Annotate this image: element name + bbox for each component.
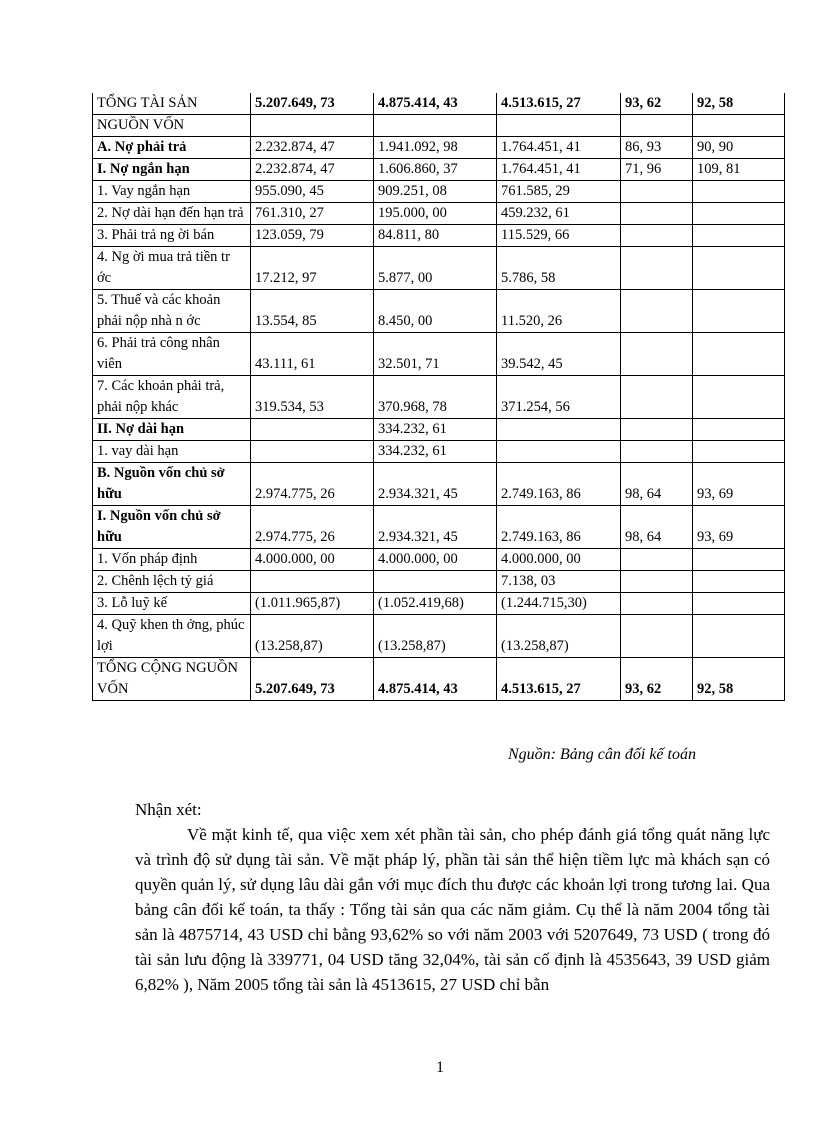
ratio-2004-2003-cell [621,376,693,419]
ratio-2004-2003-cell [621,225,693,247]
ratio-2004-2003-cell: 98, 64 [621,506,693,549]
table-row [93,593,785,615]
ratio-2005-2004-cell: 92, 58 [693,658,785,701]
ratio-2004-2003-cell [621,333,693,376]
value-2004-cell: 2.934.321, 45 [374,463,497,506]
value-2004-cell: 32.501, 71 [374,333,497,376]
value-2005-cell: 1.764.451, 41 [497,137,621,159]
row-label-cell: 4. Ng ời mua trả tiền tr ớc [93,247,251,290]
value-2004-cell: 4.875.414, 43 [374,93,497,115]
row-label-cell: 1. vay dài hạn [93,441,251,463]
value-2003-cell: 2.974.775, 26 [251,506,374,549]
ratio-2005-2004-cell [693,225,785,247]
row-label-cell: I. Nguồn vốn chủ sở hữu [93,506,251,549]
value-2003-cell: 955.090, 45 [251,181,374,203]
row-label-cell: 6. Phải trả công nhân viên [93,333,251,376]
value-2005-cell [497,115,621,137]
value-2005-cell [497,441,621,463]
value-2004-cell: 8.450, 00 [374,290,497,333]
table-row [93,93,785,115]
ratio-2004-2003-cell [621,571,693,593]
table-row [93,247,785,290]
row-label-cell: I. Nợ ngắn hạn [93,159,251,181]
table-row [93,181,785,203]
value-2003-cell: 761.310, 27 [251,203,374,225]
ratio-2005-2004-cell: 92, 58 [693,93,785,115]
ratio-2004-2003-cell: 71, 96 [621,159,693,181]
value-2004-cell: 909.251, 08 [374,181,497,203]
value-2003-cell [251,571,374,593]
table-row [93,615,785,658]
value-2005-cell: 115.529, 66 [497,225,621,247]
value-2004-cell: 5.877, 00 [374,247,497,290]
value-2004-cell: 84.811, 80 [374,225,497,247]
value-2005-cell [497,419,621,441]
value-2003-cell: 5.207.649, 73 [251,658,374,701]
ratio-2005-2004-cell [693,333,785,376]
table-row [93,571,785,593]
row-label-cell: 3. Phải trả ng ời bán [93,225,251,247]
value-2004-cell: (13.258,87) [374,615,497,658]
value-2005-cell: (1.244.715,30) [497,593,621,615]
ratio-2004-2003-cell: 98, 64 [621,463,693,506]
row-label-cell: 2. Nợ dài hạn đến hạn trả [93,203,251,225]
table-row [93,506,785,549]
row-label-cell: 1. Vay ngắn hạn [93,181,251,203]
ratio-2004-2003-cell [621,549,693,571]
ratio-2005-2004-cell: 93, 69 [693,506,785,549]
table-row [93,419,785,441]
row-label-cell: 4. Quỹ khen th ởng, phúc lợi [93,615,251,658]
ratio-2004-2003-cell [621,181,693,203]
table-row [93,549,785,571]
ratio-2005-2004-cell [693,593,785,615]
value-2003-cell: 2.974.775, 26 [251,463,374,506]
row-label-cell: TỔNG TÀI SẢN [93,93,251,115]
ratio-2004-2003-cell [621,419,693,441]
value-2004-cell: 370.968, 78 [374,376,497,419]
value-2003-cell: 2.232.874, 47 [251,159,374,181]
ratio-2005-2004-cell [693,247,785,290]
ratio-2005-2004-cell [693,290,785,333]
value-2005-cell: 371.254, 56 [497,376,621,419]
row-label-cell: II. Nợ dài hạn [93,419,251,441]
value-2004-cell: 4.875.414, 43 [374,658,497,701]
value-2004-cell [374,571,497,593]
value-2003-cell: 13.554, 85 [251,290,374,333]
value-2005-cell: 459.232, 61 [497,203,621,225]
value-2005-cell: 39.542, 45 [497,333,621,376]
table-row [93,203,785,225]
table-source-note: Nguồn: Bảng cân đối kế toán [508,746,696,763]
value-2004-cell: 2.934.321, 45 [374,506,497,549]
ratio-2005-2004-cell: 109, 81 [693,159,785,181]
table-row [93,225,785,247]
value-2003-cell [251,419,374,441]
row-label-cell: 7. Các khoản phải trả, phải nộp khác [93,376,251,419]
table-row [93,463,785,506]
ratio-2004-2003-cell [621,593,693,615]
row-label-cell: 2. Chênh lệch tỷ giá [93,571,251,593]
value-2003-cell: 123.059, 79 [251,225,374,247]
value-2005-cell: 2.749.163, 86 [497,506,621,549]
value-2003-cell: 43.111, 61 [251,333,374,376]
value-2004-cell: (1.052.419,68) [374,593,497,615]
value-2004-cell: 4.000.000, 00 [374,549,497,571]
value-2003-cell [251,115,374,137]
ratio-2004-2003-cell [621,203,693,225]
value-2005-cell: 761.585, 29 [497,181,621,203]
ratio-2005-2004-cell: 90, 90 [693,137,785,159]
value-2003-cell: 319.534, 53 [251,376,374,419]
value-2005-cell: 2.749.163, 86 [497,463,621,506]
row-label-cell: TỔNG CỘNG NGUỒN VỐN [93,658,251,701]
value-2003-cell: 17.212, 97 [251,247,374,290]
value-2004-cell: 1.941.092, 98 [374,137,497,159]
ratio-2004-2003-cell: 93, 62 [621,658,693,701]
value-2004-cell: 195.000, 00 [374,203,497,225]
value-2004-cell: 1.606.860, 37 [374,159,497,181]
row-label-cell: 3. Lỗ luỹ kế [93,593,251,615]
row-label-cell: B. Nguồn vốn chủ sở hữu [93,463,251,506]
ratio-2005-2004-cell [693,419,785,441]
value-2004-cell [374,115,497,137]
ratio-2005-2004-cell [693,203,785,225]
value-2003-cell: 2.232.874, 47 [251,137,374,159]
row-label-cell: 1. Vốn pháp định [93,549,251,571]
ratio-2004-2003-cell: 86, 93 [621,137,693,159]
ratio-2005-2004-cell [693,549,785,571]
value-2005-cell: 5.786, 58 [497,247,621,290]
table-row [93,290,785,333]
value-2003-cell: (13.258,87) [251,615,374,658]
value-2005-cell: 7.138, 03 [497,571,621,593]
value-2004-cell: 334.232, 61 [374,419,497,441]
value-2003-cell: 5.207.649, 73 [251,93,374,115]
ratio-2004-2003-cell [621,615,693,658]
ratio-2005-2004-cell: 93, 69 [693,463,785,506]
table-row [93,333,785,376]
page-number: 1 [436,1059,444,1076]
row-label-cell: NGUỒN VỐN [93,115,251,137]
ratio-2004-2003-cell: 93, 62 [621,93,693,115]
ratio-2005-2004-cell [693,115,785,137]
table-row [93,115,785,137]
value-2005-cell: (13.258,87) [497,615,621,658]
table-row [93,376,785,419]
table-row [93,441,785,463]
remarks-paragraph: Về mặt kinh tế, qua việc xem xét phần tài sản, cho phép đánh giá tổng quát năng lực và trình độ sử dụng tài sản. Về mặt pháp lý, phần tài sản thể hiện tiềm lực mà khách sạn có quyền quản lý, sử dụng lâu dài gắn với mục đích thu được các khoản lợi trong tương lai. Qua bảng cân đối kế toán, ta thấy : Tổng tài sản qua các năm giảm. Cụ thể là năm 2004 tổng tài sản là 4875714, 43 USD chỉ bằng 93,62% so với năm 2003 với 5207649, 73 USD ( trong đó tài sản lưu động là 339771, 04 USD tăng 32,04%, tài sản cố định là 4535643, 39 USD giảm 6,82% ), Năm 2005 tổng tài sản là 4513615, 27 USD chỉ bằn [135,825,770,994]
table-row [93,658,785,701]
ratio-2004-2003-cell [621,290,693,333]
ratio-2004-2003-cell [621,115,693,137]
value-2005-cell: 1.764.451, 41 [497,159,621,181]
balance-sheet-table [92,93,785,701]
table-row [93,137,785,159]
value-2003-cell [251,441,374,463]
value-2004-cell: 334.232, 61 [374,441,497,463]
value-2005-cell: 4.000.000, 00 [497,549,621,571]
ratio-2005-2004-cell [693,181,785,203]
ratio-2005-2004-cell [693,615,785,658]
value-2005-cell: 4.513.615, 27 [497,658,621,701]
remarks-title: Nhận xét: [135,800,202,819]
table-row [93,159,785,181]
row-label-cell: 5. Thuế và các khoản phải nộp nhà n ớc [93,290,251,333]
ratio-2005-2004-cell [693,441,785,463]
value-2005-cell: 4.513.615, 27 [497,93,621,115]
value-2003-cell: (1.011.965,87) [251,593,374,615]
ratio-2004-2003-cell [621,441,693,463]
ratio-2004-2003-cell [621,247,693,290]
value-2003-cell: 4.000.000, 00 [251,549,374,571]
ratio-2005-2004-cell [693,571,785,593]
row-label-cell: A. Nợ phải trả [93,137,251,159]
value-2005-cell: 11.520, 26 [497,290,621,333]
ratio-2005-2004-cell [693,376,785,419]
